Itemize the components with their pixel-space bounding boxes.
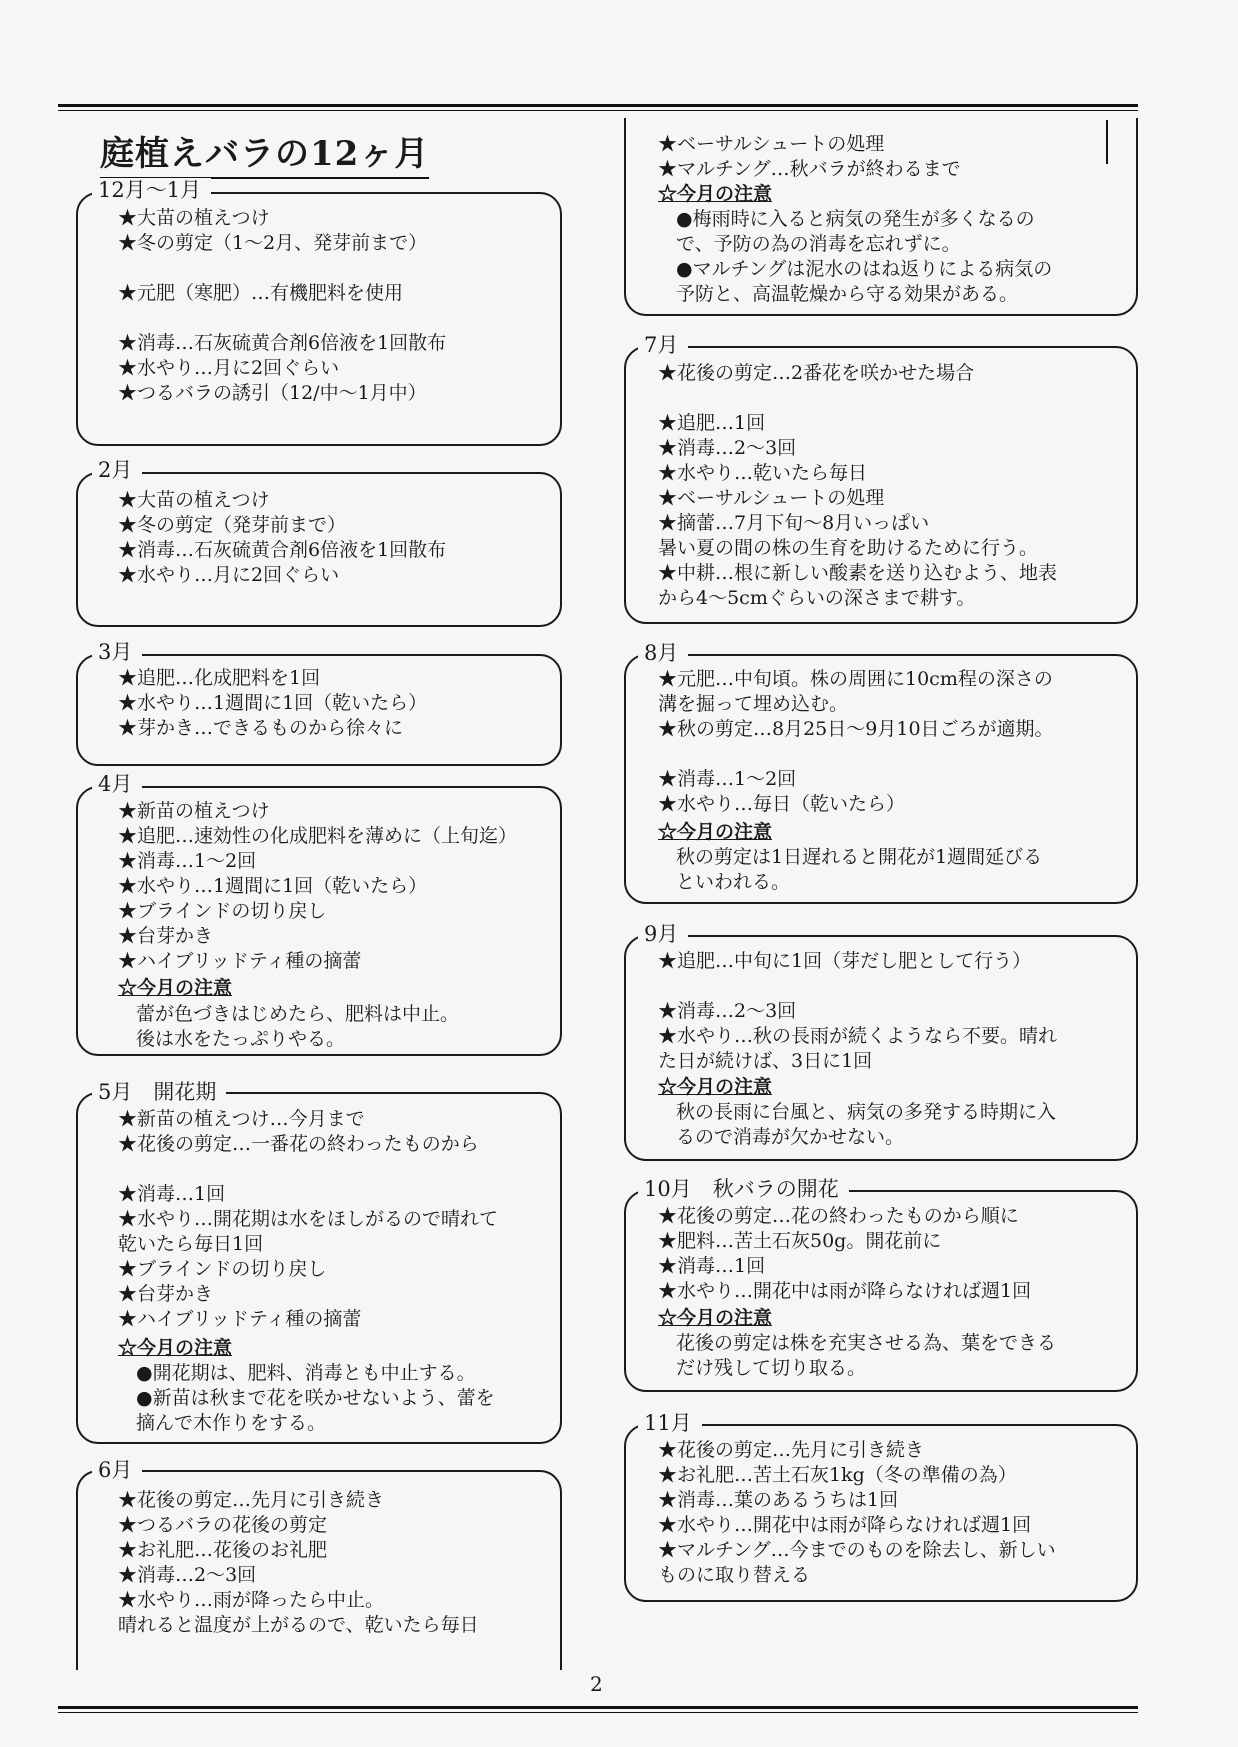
text-line: ★冬の剪定（発芽前まで） <box>118 514 347 536</box>
text-line: ★お礼肥…苦土石灰1kg（冬の準備の為） <box>658 1464 1017 1486</box>
text-line: ★水やり…開花期は水をほしがるので晴れて <box>118 1208 499 1230</box>
text-line <box>658 386 1057 411</box>
text-line: 晴れると温度が上がるので、乾いたら毎日 <box>118 1614 479 1636</box>
text-line: ★水やり…1週間に1回（乾いたら） <box>118 875 428 897</box>
text-line: で、予防の為の消毒を忘れずに。 <box>676 233 961 255</box>
text-line: ★つるバラの誘引（12/中～1月中） <box>118 382 427 404</box>
text-line: た日が続けば、3日に1回 <box>658 1050 873 1072</box>
section-label: 5月 開花期 <box>92 1080 226 1104</box>
text-line: といわれる。 <box>676 871 791 893</box>
text-line: 予防と、高温乾燥から守る効果がある。 <box>676 283 1019 305</box>
text-line: ★ベーサルシュートの処理 <box>658 133 885 155</box>
section-label: 6月 <box>92 1458 142 1482</box>
text-line: ★ベーサルシュートの処理 <box>658 487 885 509</box>
note-heading: ☆今月の注意 <box>658 1076 773 1098</box>
text-line: ★消毒…2～3回 <box>658 437 797 459</box>
section-lines <box>658 949 1057 1074</box>
text-line: ★冬の剪定（1～2月、発芽前まで） <box>118 232 428 254</box>
text-line: ★肥料…苦土石灰50g。開花前に <box>658 1230 942 1252</box>
text-line: ★消毒…葉のあるうちは1回 <box>658 1489 899 1511</box>
section-lines <box>118 799 517 974</box>
section-lines <box>658 132 961 182</box>
text-line <box>658 974 1057 999</box>
text-line: ★水やり…雨が降ったら中止。 <box>118 1589 385 1611</box>
text-line: ★ハイブリッドティ種の摘蕾 <box>118 1308 362 1330</box>
text-line: ★消毒…1回 <box>118 1183 226 1205</box>
text-line: ★水やり…1週間に1回（乾いたら） <box>118 692 428 714</box>
text-line: ★追肥…中旬に1回（芽だし肥として行う） <box>658 950 1032 972</box>
section-label: 8月 <box>638 641 688 665</box>
section-label: 10月 秋バラの開花 <box>638 1177 849 1201</box>
top-rule <box>58 104 1138 111</box>
text-line <box>658 742 1054 767</box>
text-line: ★追肥…速効性の化成肥料を薄めに（上旬迄） <box>118 825 518 847</box>
text-line: から4～5cmぐらいの深さまで耕す。 <box>658 587 976 609</box>
text-line: ★水やり…月に2回ぐらい <box>118 357 340 379</box>
note-lines <box>676 1331 1056 1381</box>
note-heading: ☆今月の注意 <box>118 1337 233 1359</box>
text-line: ★大苗の植えつけ <box>118 207 270 229</box>
text-line <box>118 1157 498 1182</box>
section-label: 7月 <box>638 333 688 357</box>
section-lines <box>118 1488 479 1638</box>
section-lines <box>658 1204 1031 1304</box>
text-line: 摘んで木作りをする。 <box>136 1412 327 1434</box>
text-line <box>118 306 446 331</box>
text-line: ●マルチングは泥水のはね返りによる病気の <box>676 258 1053 280</box>
text-line: ★水やり…乾いたら毎日 <box>658 462 868 484</box>
text-line: ★元肥（寒肥）…有機肥料を使用 <box>118 282 404 304</box>
text-line: ●新苗は秋まで花を咲かせないよう、蕾を <box>136 1387 495 1409</box>
text-line: ★追肥…化成肥料を1回 <box>118 667 321 689</box>
section-lines <box>118 666 427 741</box>
text-line: ★消毒…石灰硫黄合剤6倍液を1回散布 <box>118 332 447 354</box>
text-line: 蕾が色づきはじめたら、肥料は中止。 <box>136 1003 460 1025</box>
section-label: 9月 <box>638 922 688 946</box>
text-line: ★ブラインドの切り戻し <box>118 1258 327 1280</box>
text-line: るので消毒が欠かせない。 <box>676 1126 905 1148</box>
text-line: ●開花期は、肥料、消毒とも中止する。 <box>136 1362 476 1384</box>
note-lines <box>136 1002 459 1052</box>
section-label: 3月 <box>92 640 142 664</box>
text-line: だけ残して切り取る。 <box>676 1357 867 1379</box>
text-line: 溝を掘って埋め込む。 <box>658 693 849 715</box>
text-line: ★花後の剪定…一番花の終わったものから <box>118 1133 479 1155</box>
text-line: ★消毒…1～2回 <box>118 850 257 872</box>
text-line: 秋の長雨に台風と、病気の多発する時期に入 <box>676 1101 1057 1123</box>
text-line: ★つるバラの花後の剪定 <box>118 1514 328 1536</box>
text-line <box>118 256 446 281</box>
section-lines <box>658 361 1057 611</box>
text-line: ★水やり…毎日（乾いたら） <box>658 793 906 815</box>
text-line: ★消毒…1回 <box>658 1255 766 1277</box>
text-line: ★大苗の植えつけ <box>118 489 270 511</box>
text-line: ★ハイブリッドティ種の摘蕾 <box>118 950 362 972</box>
text-line: ★消毒…石灰硫黄合剤6倍液を1回散布 <box>118 539 447 561</box>
note-heading: ☆今月の注意 <box>658 183 773 205</box>
text-line: ★マルチング…今までのものを除去し、新しい <box>658 1539 1056 1561</box>
note-lines <box>676 1100 1056 1150</box>
text-line: ★消毒…1～2回 <box>658 768 797 790</box>
text-line: ★新苗の植えつけ <box>118 800 270 822</box>
section-label: 2月 <box>92 458 142 482</box>
text-line: ★花後の剪定…2番花を咲かせた場合 <box>658 362 975 384</box>
page-number: 2 <box>590 1672 603 1696</box>
text-line: ★追肥…1回 <box>658 412 766 434</box>
text-line: ★ブラインドの切り戻し <box>118 900 327 922</box>
bottom-rule <box>58 1706 1138 1713</box>
text-line: ★消毒…2～3回 <box>658 1000 797 1022</box>
text-line: ★花後の剪定…先月に引き続き <box>118 1489 385 1511</box>
text-line: 花後の剪定は株を充実させる為、葉をできる <box>676 1332 1057 1354</box>
section-label: 4月 <box>92 772 142 796</box>
text-line: ★元肥…中旬頃。株の周囲に10cm程の深さの <box>658 668 1053 690</box>
text-line: ★水やり…秋の長雨が続くようなら不要。晴れ <box>658 1025 1058 1047</box>
text-line: ★水やり…開花中は雨が降らなければ週1回 <box>658 1280 1032 1302</box>
text-line: ★台芽かき <box>118 1283 214 1305</box>
text-line: ★摘蕾…7月下旬～8月いっぱい <box>658 512 930 534</box>
text-line: ★花後の剪定…花の終わったものから順に <box>658 1205 1019 1227</box>
section-lines <box>118 1107 498 1332</box>
section-lines <box>118 488 446 588</box>
text-line: ★芽かき…できるものから徐々に <box>118 717 404 739</box>
note-lines <box>676 207 1052 307</box>
text-line: ★中耕…根に新しい酸素を送り込むよう、地表 <box>658 562 1058 584</box>
page-title: 庭植えバラの12ヶ月 <box>100 126 429 179</box>
text-line: ★水やり…開花中は雨が降らなければ週1回 <box>658 1514 1032 1536</box>
text-line: 秋の剪定は1日遅れると開花が1週間延びる <box>676 846 1043 868</box>
section-lines <box>658 1438 1056 1588</box>
section-lines <box>658 667 1054 817</box>
text-line: ★新苗の植えつけ…今月まで <box>118 1108 365 1130</box>
note-lines <box>136 1361 495 1436</box>
note-heading: ☆今月の注意 <box>658 821 773 843</box>
text-line: ★マルチング…秋バラが終わるまで <box>658 158 961 180</box>
text-line: ★花後の剪定…先月に引き続き <box>658 1439 925 1461</box>
text-line: ★水やり…月に2回ぐらい <box>118 564 340 586</box>
note-heading: ☆今月の注意 <box>658 1307 773 1329</box>
text-line: ●梅雨時に入ると病気の発生が多くなるの <box>676 208 1035 230</box>
text-line: ★秋の剪定…8月25日～9月10日ごろが適期。 <box>658 718 1054 740</box>
section-label: 11月 <box>638 1411 702 1435</box>
text-line: ★お礼肥…花後のお礼肥 <box>118 1539 328 1561</box>
text-line: ものに取り替える <box>658 1564 811 1586</box>
section-lines <box>118 206 446 406</box>
text-line: 後は水をたっぷりやる。 <box>136 1028 346 1050</box>
note-heading: ☆今月の注意 <box>118 977 233 999</box>
note-lines <box>676 845 1042 895</box>
text-line: ★台芽かき <box>118 925 214 947</box>
section-label: 12月～1月 <box>92 178 211 202</box>
text-line: ★消毒…2～3回 <box>118 1564 257 1586</box>
text-line: 乾いたら毎日1回 <box>118 1233 264 1255</box>
text-line: 暑い夏の間の株の生育を助けるために行う。 <box>658 537 1039 559</box>
